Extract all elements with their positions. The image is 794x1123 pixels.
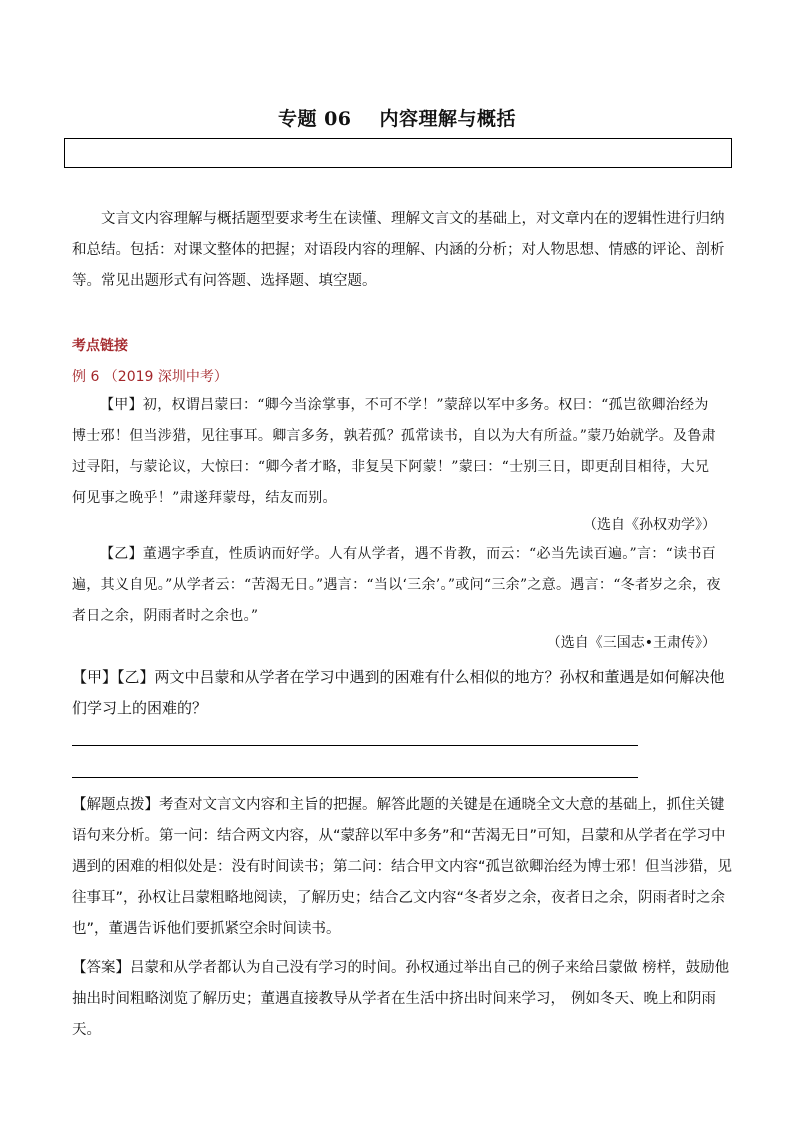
page-title <box>0 104 794 131</box>
section-label: 考点链接 <box>72 338 128 354</box>
title-underline-box <box>64 138 732 168</box>
answer-text-main: 【答案】吕蒙和从学者都认为自己没有学习的时间。孙权通过举出自己的例子来给吕蒙做 榜样，鼓励他抽出时间粗略浏览了解历史；董遇直接教导从学者在生活中挤出时间来学习， <box>72 960 730 1007</box>
question-text: 【甲】【乙】两文中吕蒙和从学者在学习中遇到的困难有什么相似的地方？孙权和董遇是如何解决他们学习上的困难的？ <box>72 668 725 717</box>
analysis-paragraph: 【解题点拨】考查对文言文内容和主旨的把握。解答此题的关键是在通晓全文大意的基础上，抓住关键语句来分析。第一问：结合两文内容，从“蒙辞以军中多务”和“苦渴无日”可知，吕蒙和从学者在学习中遇到的困难的相似处是：没有时间读书；第二问：结合甲文内容“孤岂欲卿治经为博士邪！但当涉猎，见往事耳”，孙权让吕蒙粗略地阅读，了解历史；结合乙文内容“冬者岁之余，夜者日之余，阴雨者时之余也”，董遇告诉他们要抓紧空余时间读书。 <box>72 797 733 937</box>
passage-jia-source: （选自《孙权劝学》） <box>583 517 716 533</box>
answer-blank-line <box>72 777 638 778</box>
intro-paragraph: 文言文内容理解与概括题型要求考生在读懂、理解文言文的基础上，对文章内在的逻辑性进行归纳和总结。包括：对课文整体的把握；对语段内容的理解、内涵的分析；对人物思想、情感的评论、剖析等。常见出题形式有问答题、选择题、填空题。 <box>72 211 725 289</box>
passage-yi-source: （选自《三国志•王肃传》） <box>546 635 716 651</box>
example-label: 例 6 （2019 深圳中考） <box>72 369 228 385</box>
title-topic-number: 专题 06 <box>277 108 352 130</box>
answer-blank-line <box>72 745 638 746</box>
answer-text-tail: 例如冬天、晚上和阴雨天。 <box>72 991 716 1038</box>
passage-yi: 【乙】董遇字季直，性质讷而好学。人有从学者，遇不肯教，而云：“必当先读百遍。”言：“读书百遍，其义自见。”从学者云：“苦渴无日。”遇言：“当以‘三余’。”或问“三余”之意。遇言：“冬者岁之余，夜者日之余，阴雨者时之余也。” <box>72 546 721 624</box>
answer-paragraph <box>72 953 732 1046</box>
passage-jia: 【甲】初，权谓吕蒙曰：“卿今当涂掌事，不可不学！”蒙辞以军中多务。权曰：“孤岂欲卿治经为博士邪！但当涉猎，见往事耳。卿言多务，孰若孤？孤常读书，自以为大有所益。”蒙乃始就学。及鲁肃过寻阳，与蒙论议，大惊曰：“卿今者才略，非复吴下阿蒙！”蒙曰：“士别三日，即更刮目相待，大兄何见事之晚乎！”肃遂拜蒙母，结友而别。 <box>72 397 716 506</box>
title-topic-name: 内容理解与概括 <box>379 108 517 130</box>
